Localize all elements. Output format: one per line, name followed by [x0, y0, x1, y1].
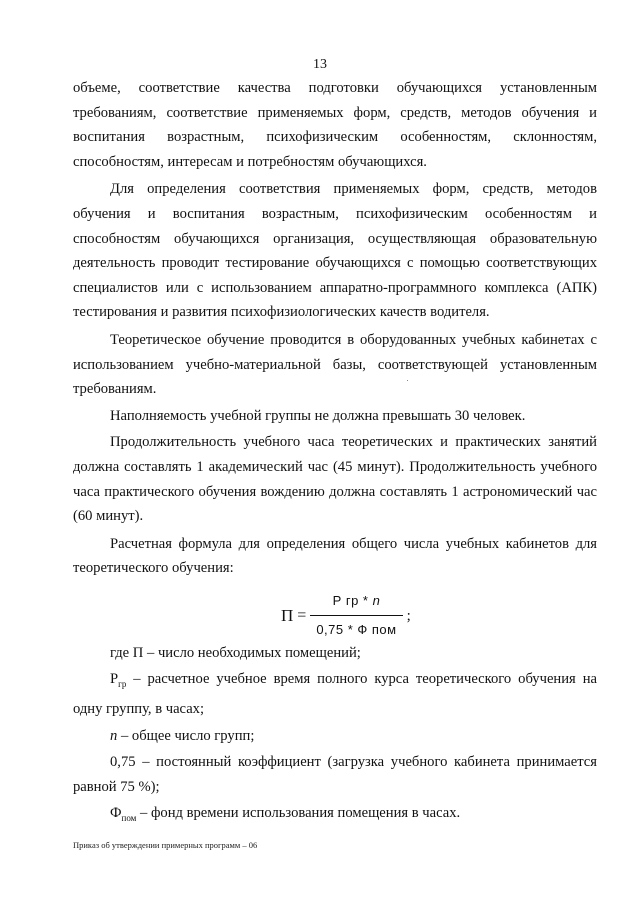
definition-text: – число необходимых помещений;	[143, 644, 361, 661]
scan-speck	[407, 380, 408, 381]
paragraph-group-size: Наполняемость учебной группы не должна превышать 30 человек.	[110, 407, 526, 424]
page-number: 13	[313, 57, 327, 72]
definition-groups	[73, 724, 597, 749]
definition-symbol: Ф	[110, 805, 122, 822]
definition-text: – расчетное учебное время полного курса теоретического обучения на одну группу, в часах;	[73, 671, 597, 717]
definition-symbol-subscript: гр	[118, 679, 127, 690]
definition-symbol: Р	[110, 671, 119, 688]
formula-numerator-var: n	[372, 592, 381, 608]
paragraph-formula-intro: Расчетная формула для определения общего числа учебных кабинетов для теоретического обучения:	[73, 535, 597, 577]
page-footer: Приказ об утверждении примерных программ – 06	[73, 840, 258, 850]
formula-block	[73, 581, 597, 641]
definition-text: – постоянный коэффициент (загрузка учебного кабинета принимается равной 75 %);	[73, 754, 597, 795]
definition-coefficient	[73, 750, 597, 799]
formula-lhs: П	[281, 605, 294, 625]
formula-numerator	[327, 589, 387, 616]
definition-symbol: n	[110, 727, 118, 744]
paragraph-theory-training: Теоретическое обучение проводится в оборудованных учебных кабинетах с использованием учебно-материальной базы, соответствующей установленным требованиям.	[73, 331, 597, 398]
formula-fraction	[310, 589, 402, 643]
definition-text: – общее число групп;	[117, 727, 255, 744]
paragraph-lesson-duration: Продолжительность учебного часа теоретических и практических занятий должна составлять 1 академический час (45 минут). Продолжительность учебного часа практического обучения вождению должна составлять 1 астрономический час (60 минут).	[73, 434, 597, 525]
definition-text: – фонд времени использования помещения в часах.	[136, 805, 461, 822]
paragraph-testing: Для определения соответствия применяемых форм, средств, методов обучения и воспитания возрастным, психофизическим особенностям и способностям обучающихся организация, осуществляющая образовательную деятельность проводит тестирование обучающихся с помощью соответствующих специалистов или с использованием аппаратно-программного комплекса (АПК) тестирования и развития психофизиологических качеств водителя.	[73, 181, 597, 321]
document-body	[73, 76, 597, 831]
definition-symbol: 0,75	[110, 754, 136, 771]
definition-symbol: где П	[110, 644, 144, 661]
formula-numerator-main: Р гр *	[332, 592, 373, 608]
formula-equals: =	[297, 606, 307, 624]
formula-terminator: ;	[406, 607, 411, 624]
definition-course-time	[73, 667, 597, 721]
definition-rooms	[73, 641, 597, 666]
paragraph-continuation: объеме, соответствие качества подготовки обучающихся установленным требованиям, соответствие применяемых форм, средств, методов обучения и воспитания возрастным, психофизическим особенностям, склонностям, способностям, интересам и потребностям обучающихся.	[73, 80, 597, 170]
formula-denominator: 0,75 * Ф пом	[316, 622, 397, 638]
definition-symbol-subscript: пом	[121, 813, 137, 824]
definition-time-fund	[73, 801, 597, 831]
room-count-formula	[281, 589, 411, 643]
